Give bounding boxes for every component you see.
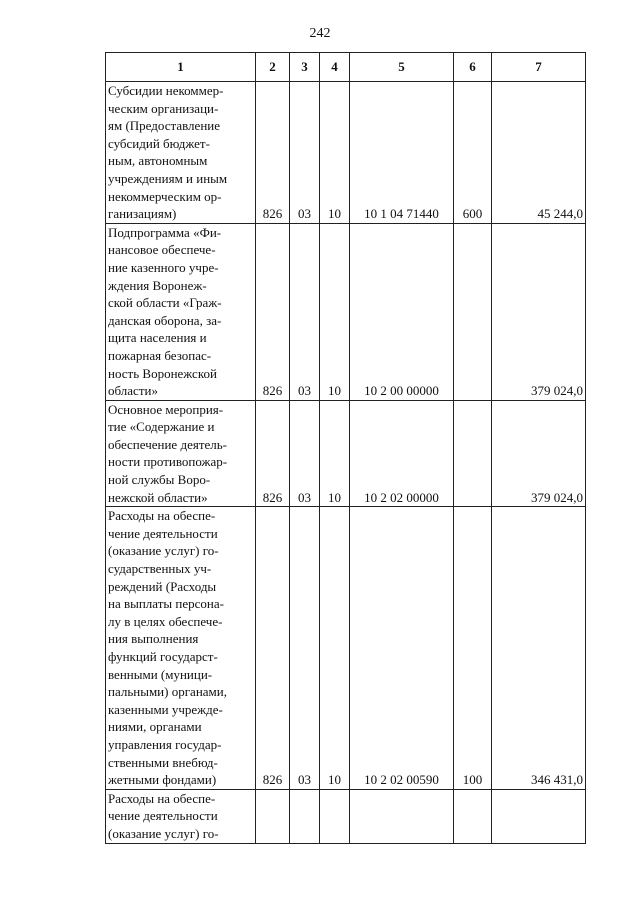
amount: 379 024,0 [492, 223, 586, 400]
description-line: Подпрограмма «Фи- [108, 224, 222, 240]
target-item-code: 10 2 02 00590 [350, 507, 454, 790]
description-line: чение деятельности [108, 525, 218, 541]
description-line: казенными учрежде- [108, 701, 223, 717]
table-row [106, 789, 586, 843]
section-code: 03 [290, 82, 320, 224]
description-line: лу в целях обеспече- [108, 613, 223, 629]
page-number: 242 [309, 26, 331, 41]
table-row [106, 82, 586, 224]
description-line: некоммерческим ор- [108, 188, 222, 204]
description-line: жетными фондами) [108, 772, 217, 788]
description-line: области» [108, 383, 158, 399]
description-line: венными (муници- [108, 666, 213, 682]
section-code: 03 [290, 400, 320, 507]
ministry-code: 826 [256, 400, 290, 507]
description-line: ждения Воронеж- [108, 277, 207, 293]
description-line: чение деятельности [108, 808, 218, 824]
expense-type-code: 100 [454, 507, 492, 790]
header-col-4: 4 [320, 53, 350, 82]
row-description [106, 507, 256, 790]
section-code: 03 [290, 507, 320, 790]
header-col-3: 3 [290, 53, 320, 82]
description-line: ной службы Воро- [108, 472, 211, 488]
row-description [106, 223, 256, 400]
description-line: ность Воронежской [108, 365, 217, 381]
expense-type-code [454, 223, 492, 400]
header-col-1: 1 [106, 53, 256, 82]
description-line: управления государ- [108, 736, 222, 752]
description-line: тие «Содержание и [108, 419, 215, 435]
subsection-code: 10 [320, 82, 350, 224]
description-line: ственными внебюд- [108, 754, 218, 770]
amount: 45 244,0 [492, 82, 586, 224]
header-col-7: 7 [492, 53, 586, 82]
description-line: (оказание услуг) го- [108, 825, 219, 841]
budget-table [105, 52, 586, 844]
header-col-5: 5 [350, 53, 454, 82]
target-item-code: 10 1 04 71440 [350, 82, 454, 224]
description-line: щита населения и [108, 330, 207, 346]
expense-type-code [454, 400, 492, 507]
description-line: пожарная безопас- [108, 347, 212, 363]
description-line: (оказание услуг) го- [108, 543, 219, 559]
description-line: ние казенного учре- [108, 259, 219, 275]
description-line: сударственных уч- [108, 561, 212, 577]
description-line: пальными) органами, [108, 684, 227, 700]
subsection-code: 10 [320, 400, 350, 507]
ministry-code: 826 [256, 507, 290, 790]
section-code: 03 [290, 223, 320, 400]
description-line: ской области «Граж- [108, 295, 222, 311]
description-line: учреждениям и иным [108, 170, 228, 186]
amount [492, 789, 586, 843]
description-line: Расходы на обеспе- [108, 790, 216, 806]
amount: 346 431,0 [492, 507, 586, 790]
description-line: ности противопожар- [108, 454, 228, 470]
section-code [290, 789, 320, 843]
description-line: ниями, органами [108, 719, 202, 735]
description-line: ния выполнения [108, 631, 199, 647]
row-description [106, 400, 256, 507]
description-line: ганизациям) [108, 206, 177, 222]
description-line: на выплаты персона- [108, 596, 224, 612]
target-item-code [350, 789, 454, 843]
description-line: нежской области» [108, 489, 208, 505]
subsection-code: 10 [320, 507, 350, 790]
ministry-code [256, 789, 290, 843]
target-item-code: 10 2 02 00000 [350, 400, 454, 507]
ministry-code: 826 [256, 223, 290, 400]
header-row [106, 53, 586, 82]
table-row [106, 223, 586, 400]
description-line: ям (Предоставление [108, 118, 220, 134]
description-line: Субсидии некоммер- [108, 83, 224, 98]
description-line: ным, автономным [108, 153, 208, 169]
expense-type-code: 600 [454, 82, 492, 224]
description-line: обеспечение деятель- [108, 436, 228, 452]
description-line: функций государст- [108, 649, 218, 664]
amount: 379 024,0 [492, 400, 586, 507]
table-row [106, 507, 586, 790]
description-line: реждений (Расходы [108, 578, 217, 594]
description-line: данская оборона, за- [108, 312, 222, 328]
description-line: Расходы на обеспе- [108, 508, 216, 524]
row-description [106, 789, 256, 843]
description-line: ческим организаци- [108, 100, 219, 116]
row-description [106, 82, 256, 224]
ministry-code: 826 [256, 82, 290, 224]
description-line: Основное мероприя- [108, 401, 224, 417]
header-col-6: 6 [454, 53, 492, 82]
header-col-2: 2 [256, 53, 290, 82]
target-item-code: 10 2 00 00000 [350, 223, 454, 400]
table-row [106, 400, 586, 507]
expense-type-code [454, 789, 492, 843]
subsection-code: 10 [320, 223, 350, 400]
subsection-code [320, 789, 350, 843]
description-line: субсидий бюджет- [108, 135, 210, 151]
description-line: нансовое обеспече- [108, 242, 216, 258]
